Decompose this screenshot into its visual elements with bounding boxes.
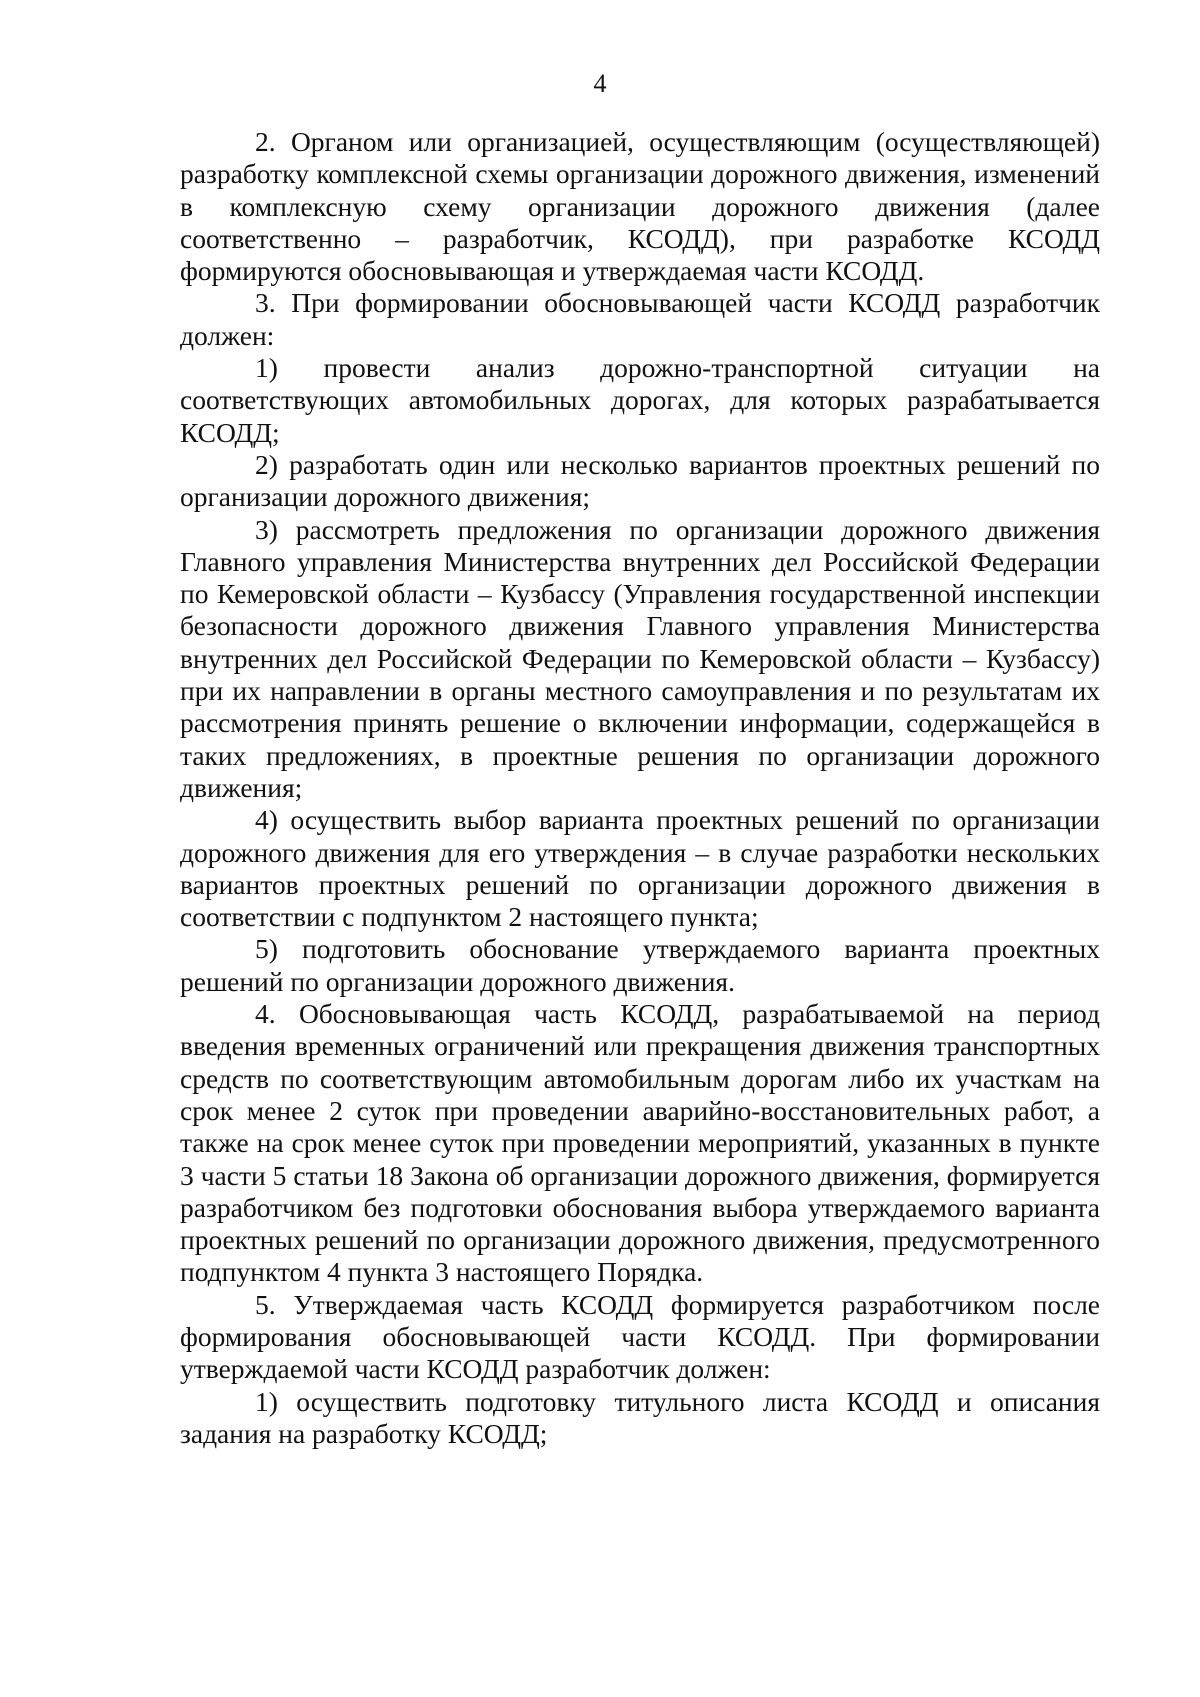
- subparagraph-3-4: 4) осуществить выбор варианта проектных решений по организации дорожного движения для его утверждения – в случае разработки нескольких вариантов проектных решений по организации дорожного движения в соответствии с подпунктом 2 настоящего пункта;: [180, 804, 1100, 933]
- subparagraph-3-1: 1) провести анализ дорожно-транспортной ситуации на соответствующих автомобильных дорогах, для которых разрабатывается КСОДД;: [180, 352, 1100, 448]
- subparagraph-5-1: 1) осуществить подготовку титульного листа КСОДД и описания задания на разработку КСОДД;: [180, 1385, 1100, 1449]
- page-number: 4: [593, 69, 607, 98]
- document-body: [180, 126, 1100, 1450]
- paragraph-item-5: 5. Утверждаемая часть КСОДД формируется разработчиком после формирования обосновывающей части КСОДД. При формировании утверждаемой части КСОДД разработчик должен:: [180, 1288, 1100, 1385]
- subparagraph-3-2: 2) разработать один или несколько вариантов проектных решений по организации дорожного движения;: [180, 448, 1100, 513]
- subparagraph-3-3: 3) рассмотреть предложения по организации дорожного движения Главного управления Министерства внутренних дел Российской Федерации по Кемеровской области – Кузбассу (Управления государственной инспекции безопасности дорожного движения Главного управления Министерства внутренних дел Российской Федерации по Кемеровской области – Кузбассу) при их направлении в органы местного самоуправления и по результатам их рассмотрения принять решение о включении информации, содержащейся в таких предложениях, в проектные решения по организации дорожного движения;: [180, 513, 1100, 803]
- paragraph-item-2: 2. Органом или организацией, осуществляющим (осуществляющей) разработку комплексной схемы организации дорожного движения, изменений в комплексную схему организации дорожного движения (далее соответственно – разработчик, КСОДД), при разработке КСОДД формируются обосновывающая и утверждаемая части КСОДД.: [180, 126, 1100, 287]
- paragraph-item-3: 3. При формировании обосновывающей части КСОДД разработчик должен:: [180, 287, 1100, 351]
- paragraph-item-4: 4. Обосновывающая часть КСОДД, разрабатываемой на период введения временных ограничений или прекращения движения транспортных средств по соответствующим автомобильным дорогам либо их участкам на срок менее 2 суток при проведении аварийно-восстановительных работ, а также на срок менее суток при проведении мероприятий, указанных в пункте 3 части 5 статьи 18 Закона об организации дорожного движения, формируется разработчиком без подготовки обоснования выбора утверждаемого варианта проектных решений по организации дорожного движения, предусмотренного подпунктом 4 пункта 3 настоящего Порядка.: [180, 998, 1100, 1288]
- subparagraph-3-5: 5) подготовить обоснование утверждаемого варианта проектных решений по организации дорожного движения.: [180, 933, 1100, 997]
